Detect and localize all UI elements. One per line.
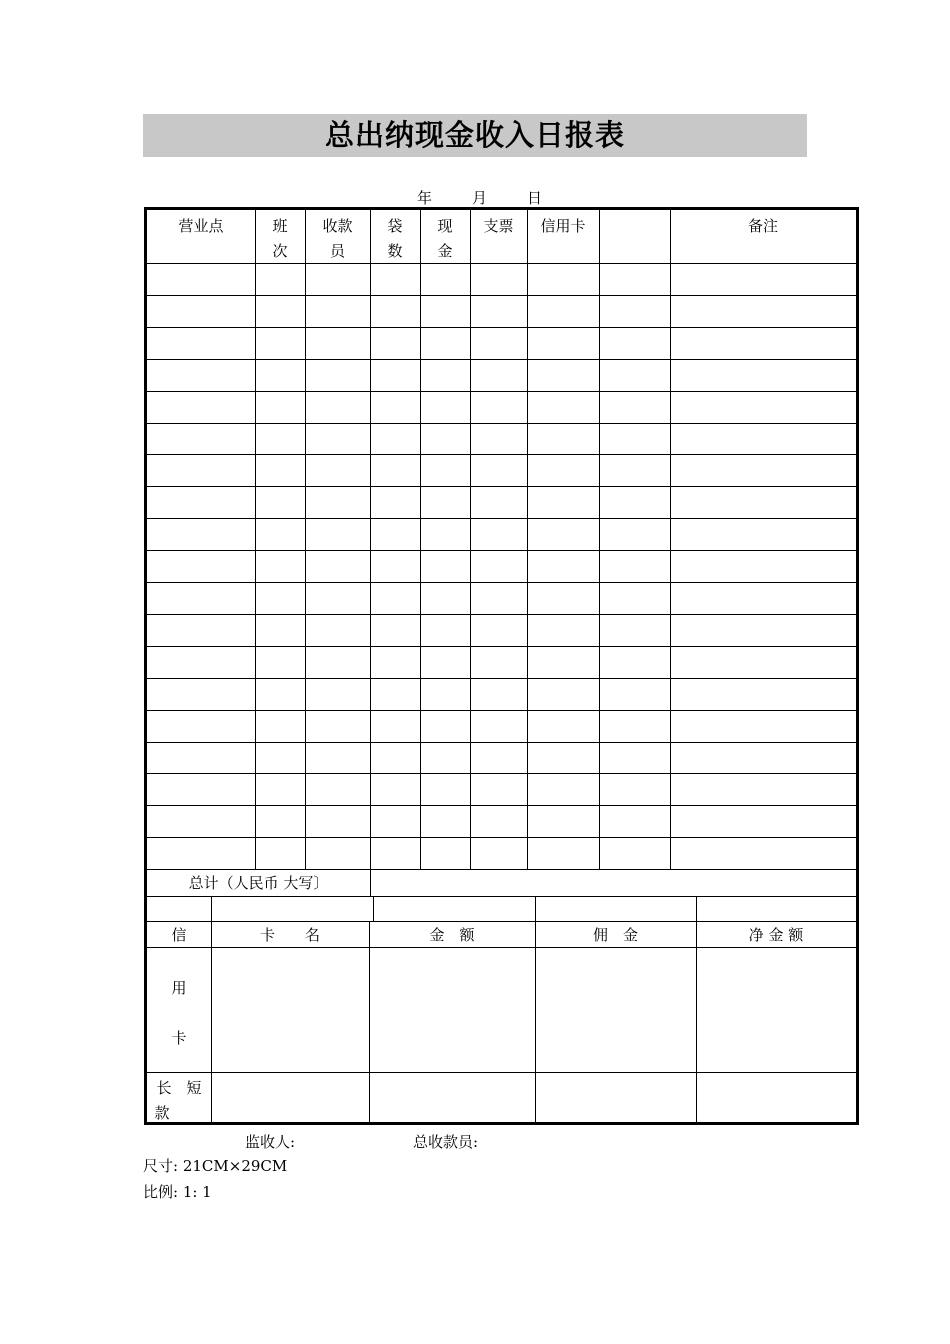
header-commission: 佣 金 [592,926,638,944]
header-cashier-1: 收款 [322,217,353,235]
scale-note: 比例: 1: 1 [143,1183,212,1201]
row-line [147,550,856,551]
row-line [147,518,856,519]
header-remarks: 备注 [747,217,778,235]
header-cash-1: 现 [437,217,453,235]
credit-header-line [147,947,856,948]
credit-column-line [369,921,370,1122]
header-card-name: 卡 名 [259,926,320,944]
credit-section-char-1: 信 [171,926,187,944]
header-cashier-2: 员 [329,242,345,260]
row-line [147,742,856,743]
page-title: 总出纳现金收入日报表 [143,114,807,157]
header-business-point: 营业点 [178,217,224,235]
column-line [370,210,371,869]
blank-row-divider [535,896,536,921]
row-line [147,805,856,806]
header-check: 支票 [483,217,514,235]
credit-body-line [147,1072,856,1073]
date-line [417,187,542,208]
total-row-line [147,896,856,897]
supervisor-label: 监收人: [245,1133,296,1151]
blank-row-divider [211,896,212,921]
year-label: 年 [417,189,433,207]
row-line [147,614,856,615]
column-line [527,210,528,869]
row-line [147,710,856,711]
month-label: 月 [472,189,488,207]
over-short-label-1: 长 短 [156,1079,202,1097]
column-line [470,210,471,869]
column-line [599,210,600,869]
column-line [670,210,671,869]
header-net-amount: 净 金 额 [748,926,804,944]
column-line [255,210,256,869]
row-line [147,646,856,647]
report-table [144,207,859,1125]
day-label: 日 [527,189,543,207]
header-cash-2: 金 [437,242,453,260]
header-credit-card: 信用卡 [540,217,586,235]
over-short-label-2: 款 [154,1104,170,1122]
row-line [147,295,856,296]
credit-column-line [696,921,697,1122]
credit-section-char-3: 卡 [171,1029,187,1047]
credit-section-char-2: 用 [171,979,187,997]
row-line [147,359,856,360]
credit-column-line [211,921,212,1122]
row-line [147,837,856,838]
column-line [420,210,421,869]
row-line [147,582,856,583]
blank-row-line [147,921,856,922]
column-line [305,210,306,869]
size-note: 尺寸: 21CM×29CM [143,1157,288,1175]
row-line [147,869,856,870]
row-line [147,327,856,328]
header-amount: 金 额 [429,926,475,944]
row-line [147,391,856,392]
row-line [147,773,856,774]
chief-cashier-label: 总收款员: [413,1133,479,1151]
blank-row-divider [696,896,697,921]
total-divider [370,869,371,896]
header-bags-1: 袋 [387,217,403,235]
row-line [147,423,856,424]
row-line [147,486,856,487]
credit-column-line [535,921,536,1122]
row-line [147,678,856,679]
header-separator [147,263,856,264]
header-shift-2: 次 [272,242,288,260]
blank-row-divider [373,896,374,921]
header-bags-2: 数 [387,242,403,260]
total-label: 总计（人民币 大写〕 [188,874,329,892]
row-line [147,454,856,455]
header-shift-1: 班 [272,217,288,235]
